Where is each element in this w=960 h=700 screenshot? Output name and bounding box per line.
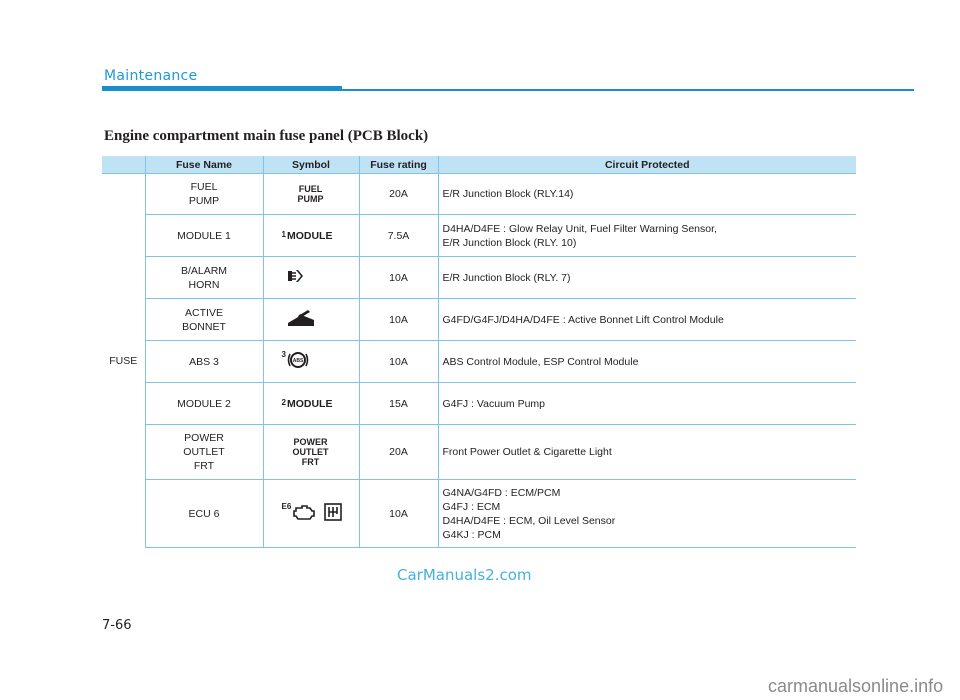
col-header-category (102, 156, 145, 174)
circuit-protected: G4FD/G4FJ/D4HA/D4FE : Active Bonnet Lift Control Module (438, 299, 856, 341)
watermark-link[interactable]: CarManuals2.com (397, 566, 532, 584)
fuse-symbol (263, 480, 359, 548)
active-bonnet-icon (286, 308, 316, 331)
power-outlet-symbol: POWER OUTLET FRT (292, 436, 329, 467)
table-row (102, 480, 856, 548)
module-symbol: MODULE (286, 397, 333, 410)
svg-text:ABS: ABS (292, 358, 304, 364)
fuse-rating: 10A (359, 341, 438, 383)
table-header-row (102, 156, 856, 174)
fuse-rating: 10A (359, 257, 438, 299)
fuse-rating: 10A (359, 480, 438, 548)
engine-icon (292, 503, 316, 524)
col-header-symbol: Symbol (263, 156, 359, 174)
table-row (102, 257, 856, 299)
module-symbol: MODULE (286, 229, 333, 242)
site-watermark: carmanualsonline.info (768, 676, 944, 696)
col-header-circuit: Circuit Protected (438, 156, 856, 174)
table-row (102, 215, 856, 257)
col-header-fuse-name: Fuse Name (145, 156, 263, 174)
table-row (102, 425, 856, 480)
fuse-category-cell: FUSE (102, 174, 145, 548)
fuse-name: POWER OUTLET FRT (145, 425, 263, 480)
col-header-fuse-rating: Fuse rating (359, 156, 438, 174)
circuit-protected: E/R Junction Block (RLY.14) (438, 174, 856, 215)
fuse-rating: 7.5A (359, 215, 438, 257)
fuse-name: MODULE 1 (145, 215, 263, 257)
fuse-symbol (263, 383, 359, 425)
circuit-protected: G4FJ : Vacuum Pump (438, 383, 856, 425)
fuse-name: B/ALARM HORN (145, 257, 263, 299)
circuit-protected: G4NA/G4FD : ECM/PCM G4FJ : ECM D4HA/D4FE : ECM, Oil Level Sensor G4KJ : PCM (438, 480, 856, 548)
fuse-symbol (263, 299, 359, 341)
fuse-name: MODULE 2 (145, 383, 263, 425)
circuit-protected: D4HA/D4FE : Glow Relay Unit, Fuel Filter Warning Sensor, E/R Junction Block (RLY. 10) (438, 215, 856, 257)
table-row (102, 383, 856, 425)
fuse-rating: 20A (359, 425, 438, 480)
fuse-symbol (263, 425, 359, 480)
circuit-protected: ABS Control Module, ESP Control Module (438, 341, 856, 383)
fuse-symbol (263, 257, 359, 299)
symbol-superscript: 1 (281, 229, 286, 239)
table-row (102, 341, 856, 383)
header-rule-thin (342, 89, 914, 91)
transmission-icon (323, 502, 343, 525)
section-label: Maintenance (104, 68, 198, 84)
fuse-rating: 20A (359, 174, 438, 215)
symbol-superscript: E6 (281, 502, 292, 511)
fuse-table (102, 156, 856, 548)
symbol-superscript: 3 (281, 350, 286, 359)
header-rule-thick (102, 86, 342, 91)
fuel-pump-symbol: FUEL PUMP (297, 183, 324, 204)
fuse-name: ECU 6 (145, 480, 263, 548)
fuse-symbol (263, 215, 359, 257)
table-row (102, 299, 856, 341)
fuse-symbol (263, 174, 359, 215)
page-title: Engine compartment main fuse panel (PCB Block) (104, 128, 429, 144)
fuse-symbol (263, 341, 359, 383)
symbol-superscript: 2 (281, 397, 286, 407)
page-number: 7-66 (102, 618, 132, 633)
fuse-name: ACTIVE BONNET (145, 299, 263, 341)
fuse-name: FUEL PUMP (145, 174, 263, 215)
circuit-protected: E/R Junction Block (RLY. 7) (438, 257, 856, 299)
fuse-name: ABS 3 (145, 341, 263, 383)
horn-icon (286, 268, 308, 287)
fuse-rating: 10A (359, 299, 438, 341)
circuit-protected: Front Power Outlet & Cigarette Light (438, 425, 856, 480)
abs-icon (287, 350, 309, 373)
fuse-rating: 15A (359, 383, 438, 425)
table-row (102, 174, 856, 215)
